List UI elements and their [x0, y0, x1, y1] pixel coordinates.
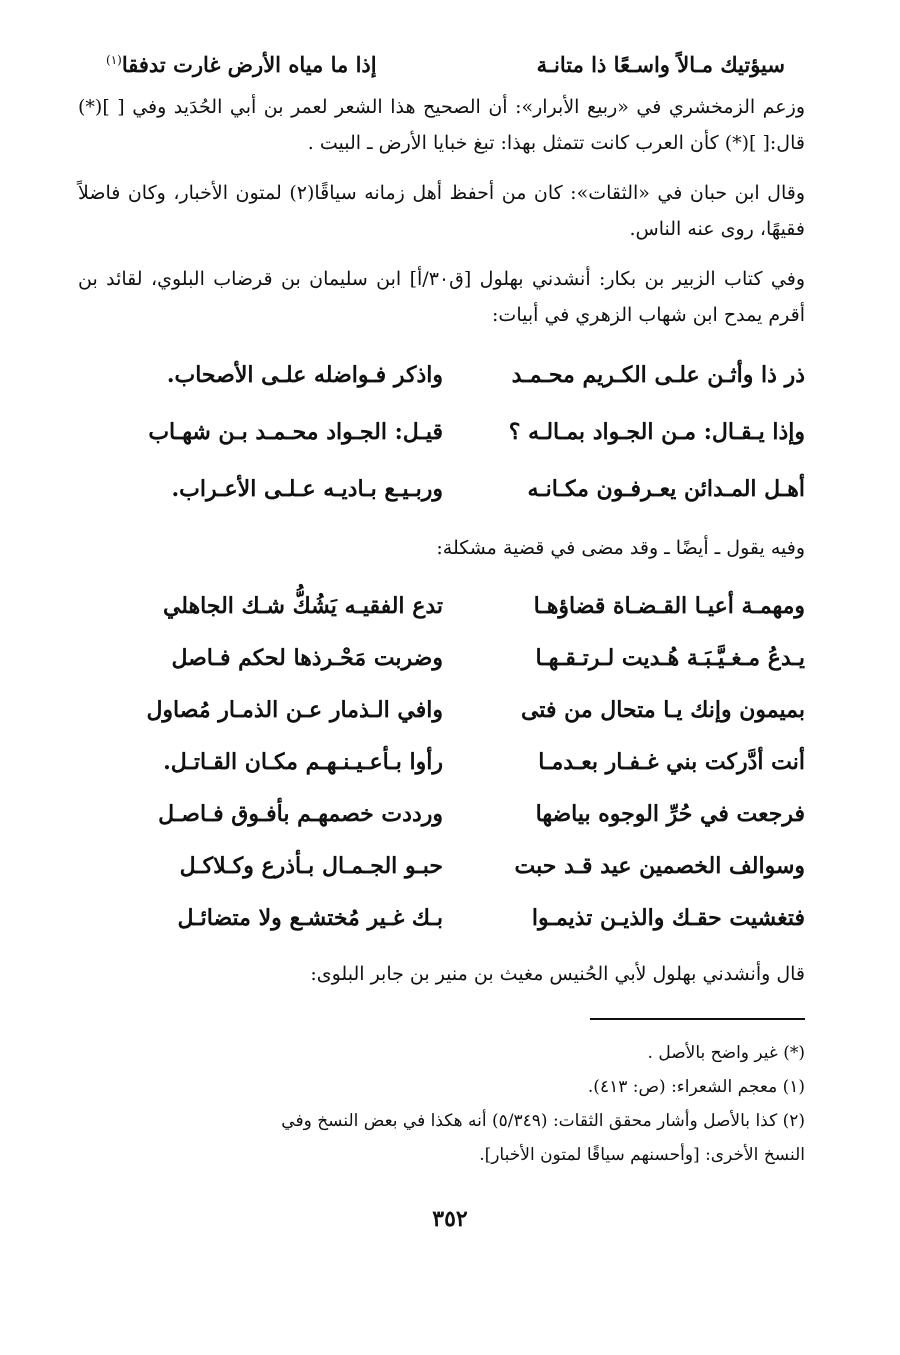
- footnote-divider: [590, 1018, 805, 1020]
- footnote-1: (١) معجم الشعراء: (ص: ٤١٣).: [587, 1077, 805, 1097]
- verse-second-hemistich: رأوا بـأعـيـنـهـم مكـان القـاتـل.: [163, 749, 443, 775]
- verse-second-hemistich: واذكر فـواضله علـى الأصحاب.: [166, 362, 443, 388]
- header-verse: [78, 40, 805, 85]
- verse-first-hemistich: ذر ذا وأثـن علـى الكـريم محـمـد: [511, 362, 805, 388]
- verse-second-hemistich: وربـيـع بـاديـه عـلـى الأعـراب.: [171, 476, 443, 502]
- paragraph-abi-hunais: قال وأنشدني بهلول لأبي الحُنيس مغيث بن منير بن جابر البلوى:: [310, 963, 805, 985]
- verse-first-hemistich: فتغشيت حقـك والذيـن تذيمـوا: [531, 905, 805, 931]
- poem-verse: [78, 632, 805, 684]
- footnote-2-continuation: النسخ الأخرى: [وأحسنهم سياقًا لمتون الأخبار].: [479, 1145, 805, 1165]
- poem-praise: [78, 347, 805, 518]
- page-number: ٣٥٢: [432, 1206, 468, 1232]
- poem-verse: [78, 580, 805, 632]
- poem-verse: [78, 788, 805, 840]
- paragraph-ibn-hibban: وقال ابن حبان في «الثقات»: كان من أحفظ أهل زمانه سياقًا(٢) لمتون الأخبار، وكان فاضلاً فقيهًا، روى عنه الناس.: [78, 182, 805, 240]
- poem-verse: [78, 840, 805, 892]
- footnote-ref-1[interactable]: (١): [106, 53, 122, 67]
- poem-verse: [78, 684, 805, 736]
- verse-first-hemistich: أهـل المـدائن يعـرفـون مكـانـه: [527, 476, 805, 502]
- verse-second-hemistich: وافي الـذمار عـن الذمـار مُصاول: [146, 697, 443, 723]
- verse-first-hemistich: ومهمـة أعيـا القـضـاة قضاؤهـا: [533, 593, 805, 619]
- poem-verse: [78, 404, 805, 461]
- verse-first-hemistich: فرجعت في حُرِّ الوجوه بياضها: [535, 801, 805, 827]
- verse-first-hemistich: أنت أدَّركت بني غـفـار بعـدمـا: [538, 749, 805, 775]
- header-verse-first: سيؤتيك مـالاً واسـعًا ذا متانـة: [536, 52, 785, 77]
- poem-verse: [78, 347, 805, 404]
- verse-first-hemistich: بميمون وإنك يـا متحال من فتى: [520, 697, 805, 723]
- paragraph-zubair: وفي كتاب الزبير بن بكار: أنشدني بهلول [ق٣٠/أ] ابن سليمان بن قرضاب البلوي، لقائد بن أقرم يمدح ابن شهاب الزهري في أبيات:: [78, 268, 805, 326]
- verse-second-hemistich: تدع الفقيـه يَشُكُّ شـك الجاهلي: [162, 593, 443, 619]
- poem-verse: [78, 461, 805, 518]
- verse-second-hemistich: قيـل: الجـواد محـمـد بـن شهـاب: [148, 419, 443, 445]
- footnote-star: (*) غير واضح بالأصل .: [647, 1043, 805, 1063]
- verse-second-hemistich: ورددت خصمهـم بأفـوق فـاصـل: [158, 801, 443, 827]
- verse-second-hemistich: بـك غـير مُختشـع ولا متضائـل: [177, 905, 443, 931]
- verse-second-hemistich: حبـو الجـمـال بـأذرع وكـلاكـل: [179, 853, 443, 879]
- paragraph-zamakhshari: وزعم الزمخشري في «ربيع الأبرار»: أن الصحيح هذا الشعر لعمر بن أبي الحُدَيد وفي [ ](*) قال:[ ](*) كأن العرب كانت تتمثل بهذا: تبغ خبايا الأرض ـ البيت .: [78, 96, 805, 154]
- poem-judgement: [78, 580, 805, 944]
- verse-first-hemistich: وسوالف الخصمين عيد قـد حبت: [514, 853, 805, 879]
- verse-first-hemistich: وإذا يـقـال: مـن الجـواد بمـالـه ؟: [508, 419, 805, 445]
- poem-verse: [78, 736, 805, 788]
- poem-verse: [78, 892, 805, 944]
- verse-first-hemistich: يـدعُ مـغـيَّـبَـة هُـديت لـرتـقـهـا: [535, 645, 805, 671]
- paragraph-intro-second-poem: وفيه يقول ـ أيضًا ـ وقد مضى في قضية مشكلة:: [436, 537, 805, 559]
- verse-second-hemistich: وضربت مَحْـرذها لحكم فـاصل: [171, 645, 443, 671]
- header-verse-second: إذا ما مياه الأرض غارت تدفقا$^{(١)}$: [106, 52, 377, 77]
- footnote-2: (٢) كذا بالأصل وأشار محقق الثقات: (٥/٣٤٩) أنه هكذا في بعض النسخ وفي: [281, 1111, 805, 1131]
